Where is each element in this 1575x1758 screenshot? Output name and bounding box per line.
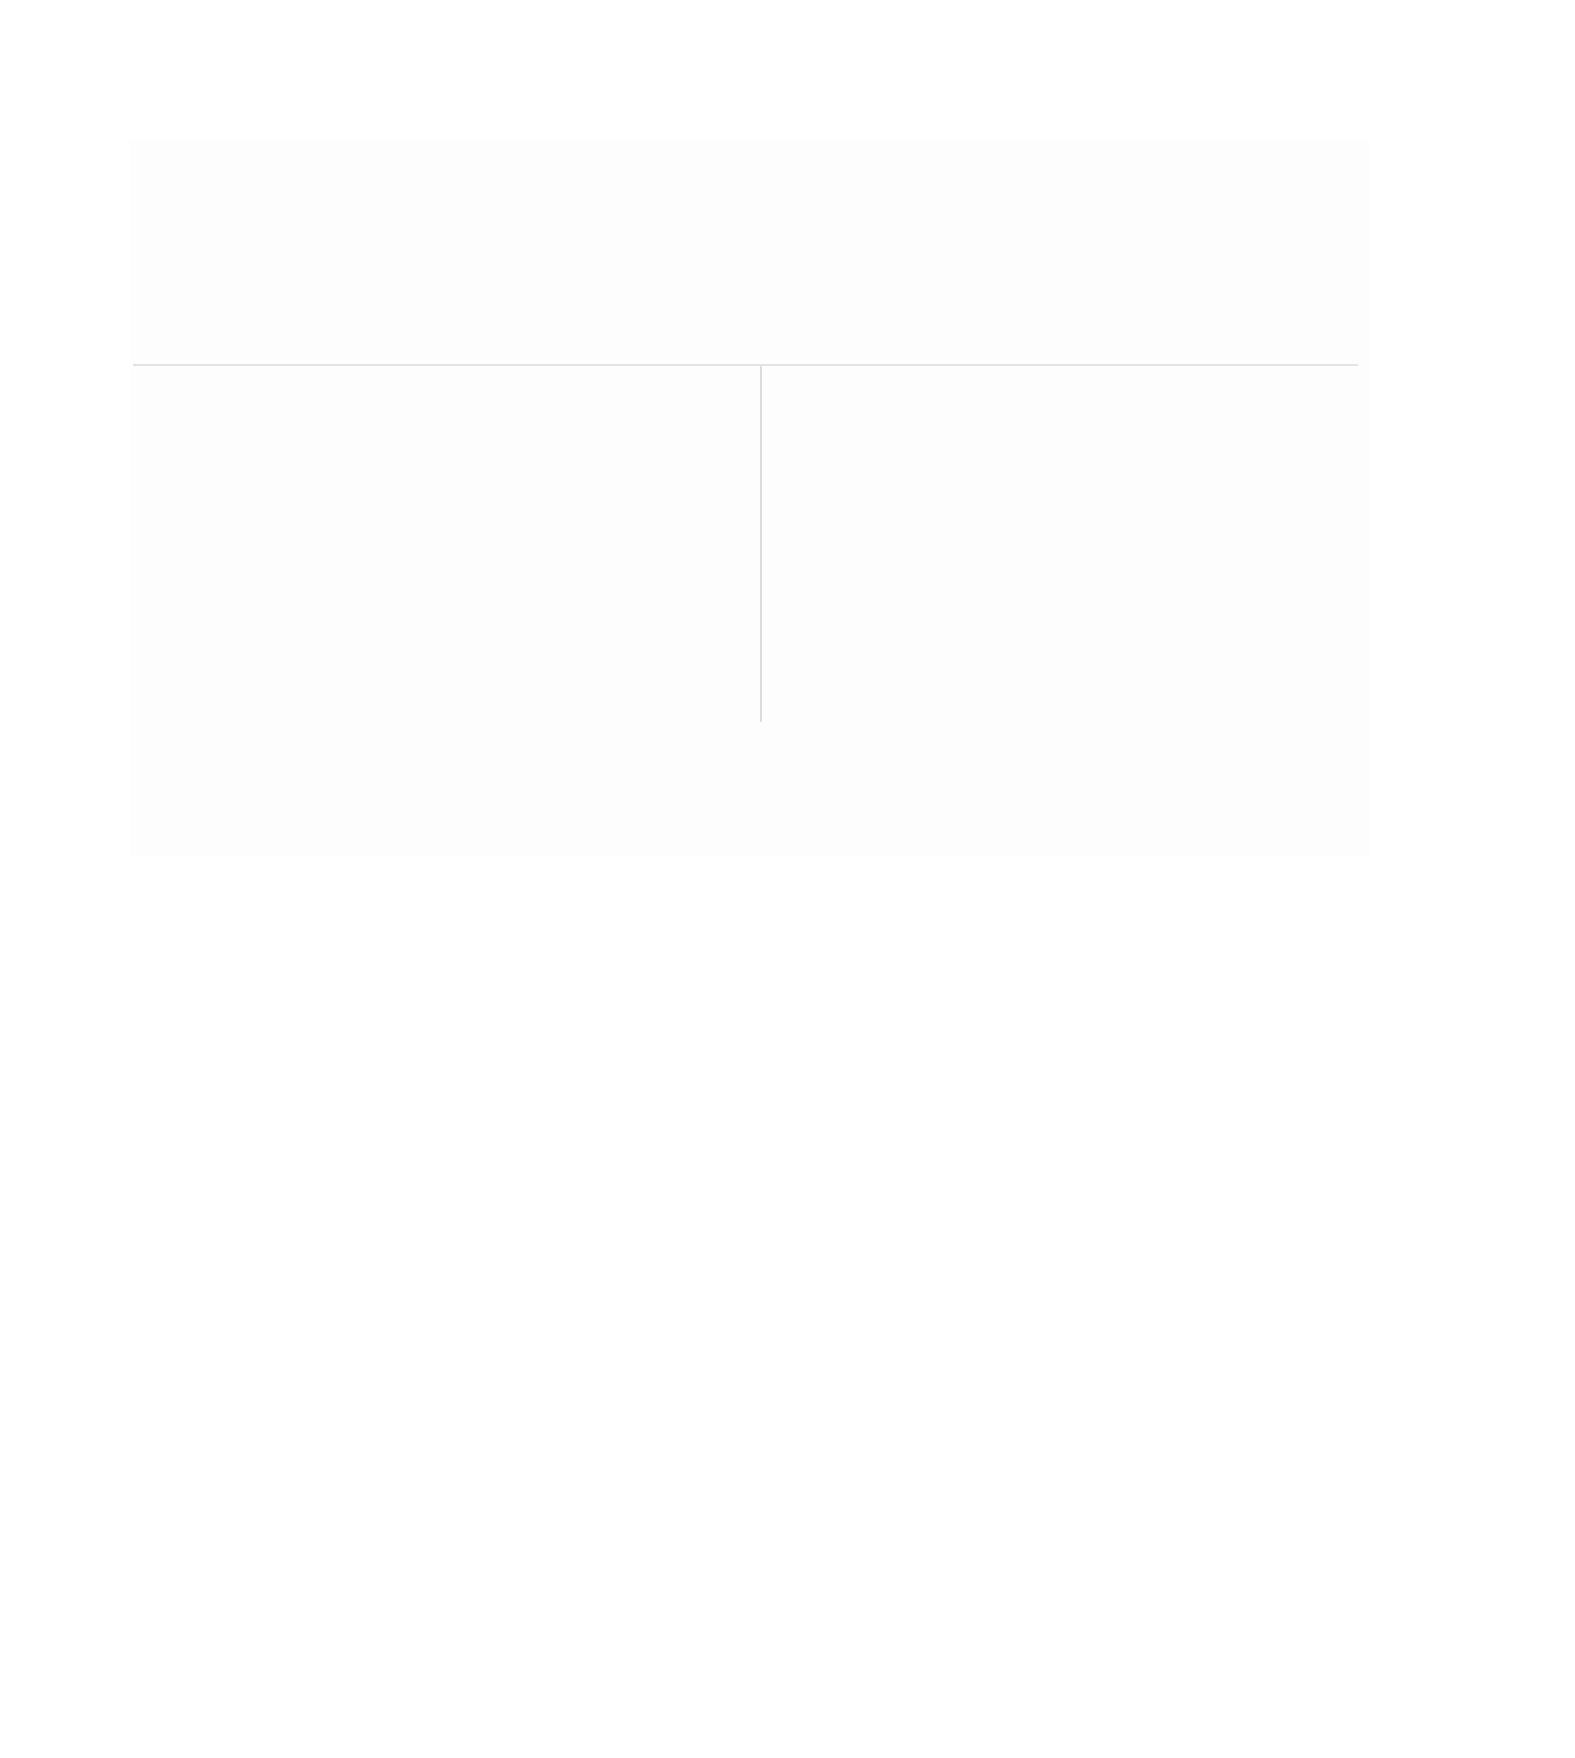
panel-divider-horizontal xyxy=(133,364,1358,366)
panel-divider-vertical xyxy=(760,366,762,722)
wiring-diagram-panel xyxy=(130,140,1370,855)
